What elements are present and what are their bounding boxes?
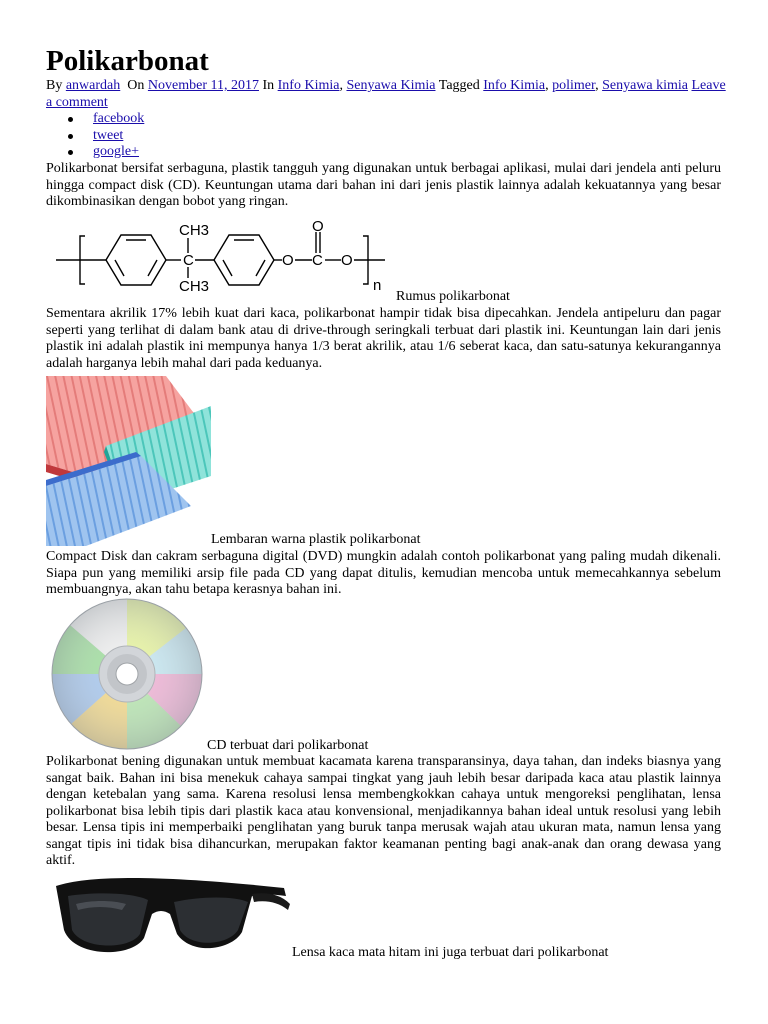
formula-ch3-bottom: CH3 xyxy=(179,278,210,295)
formula-ch3-top: CH3 xyxy=(179,222,210,239)
paragraph-intro: Polikarbonat bersifat serbaguna, plastik tangguh yang digunakan untuk berbagai aplikasi, mulai dari jendela anti peluru hingga compact disk (CD). Keuntungan utama dari bahan ini dari jenis plastik lainnya adalah kekuatannya yang besar dikombinasikan dengan bobot yang ringan. xyxy=(46,161,721,209)
tag-link-polimer[interactable]: polimer xyxy=(552,78,596,93)
meta-tagged: Tagged xyxy=(438,78,480,93)
meta-on: On xyxy=(127,78,145,93)
meta-by: By xyxy=(46,78,63,93)
category-link-info-kimia[interactable]: Info Kimia xyxy=(277,78,340,93)
article-title: Polikarbonat xyxy=(46,45,209,77)
meta-in: In xyxy=(262,78,275,93)
share-list xyxy=(46,111,144,161)
caption-sunglasses: Lensa kaca mata hitam ini juga terbuat dari polikarbonat xyxy=(292,945,609,960)
formula-c-carbonyl: C xyxy=(312,252,323,269)
date-link[interactable]: November 11, 2017 xyxy=(147,78,259,93)
share-item-google xyxy=(46,144,144,161)
google-plus-share-link[interactable]: google+ xyxy=(93,144,139,159)
article-meta: By anwardah On November 11, 2017 In Info Kimia, Senyawa Kimia Tagged Info Kimia, polimer, Senyawa kimia Leave a comment xyxy=(46,78,726,110)
formula-o-double: O xyxy=(312,218,324,235)
paragraph-cd: Compact Disk dan cakram serbaguna digital (DVD) mungkin adalah contoh polikarbonat yang paling mudah dikenali. Siapa pun yang memiliki arsip file pada CD yang dapat ditulis, kemudian mencoba untuk memecahkannya sebelum membuangnya, akan tahu betapa kerasnya bahan ini. xyxy=(46,549,721,597)
paragraph-strength: Sementara akrilik 17% lebih kuat dari kaca, polikarbonat hampir tidak bisa dipecahkan. Jendela antipeluru dan pagar seperti yang terlihat di dalam bank atau di drive-through seringkali terbuat dari plastik ini. Keuntungan lain dari jenis plastik ini adalah plastik ini mempunya hanya 1/3 berat akrilik, atau 1/6 seberat kaca, dan satu-satunya kekurangannya adalah harganya lebih mahal dari pada keduanya. xyxy=(46,306,721,371)
share-item-tweet xyxy=(46,128,144,145)
leave-comment-link[interactable]: Leave a comment xyxy=(46,78,726,110)
polycarbonate-sheets-image xyxy=(46,376,211,546)
tag-link-senyawa-kimia[interactable]: Senyawa kimia xyxy=(602,78,688,93)
caption-cd: CD terbuat dari polikarbonat xyxy=(207,738,369,753)
author-link[interactable]: anwardah xyxy=(65,78,121,93)
sunglasses-image xyxy=(52,874,292,964)
tweet-share-link[interactable]: tweet xyxy=(93,127,124,143)
polycarbonate-formula-image xyxy=(50,218,395,296)
caption-sheets: Lembaran warna plastik polikarbonat xyxy=(211,532,421,547)
category-link-senyawa-kimia[interactable]: Senyawa Kimia xyxy=(346,78,436,93)
formula-o-right: O xyxy=(341,252,353,269)
formula-n: n xyxy=(373,277,382,294)
share-item-facebook xyxy=(46,111,144,128)
formula-o-left: O xyxy=(282,252,294,269)
facebook-share-link[interactable]: facebook xyxy=(93,111,145,126)
cd-image xyxy=(46,598,208,750)
tag-link-info-kimia[interactable]: Info Kimia xyxy=(483,78,546,93)
caption-formula: Rumus polikarbonat xyxy=(396,289,510,304)
paragraph-glasses: Polikarbonat bening digunakan untuk membuat kacamata karena transparansinya, daya tahan, dan indeks biasnya yang sangat baik. Bahan ini bisa menekuk cahaya sampai tingkat yang jauh lebih besar daripada kaca atau plastik lainnya dengan ketebalan yang sama. Karena resolusi lensa membengkokkan cahaya untuk mengoreksi penglihatan, lensa polikarbonat bisa lebih tipis dari plastik kaca atau konvensional, menjadikannya bahan ideal untuk resolusi yang lebih besar. Lensa tipis ini memperbaiki penglihatan yang buruk tanpa merusak wajah atau ukuran mata, namun lensa yang sangat tipis ini tidak bisa dihancurkan, merupakan faktor keamanan penting bagi anak-anak dan orang dewasa yang aktif. xyxy=(46,754,721,868)
formula-c-center: C xyxy=(183,252,194,269)
